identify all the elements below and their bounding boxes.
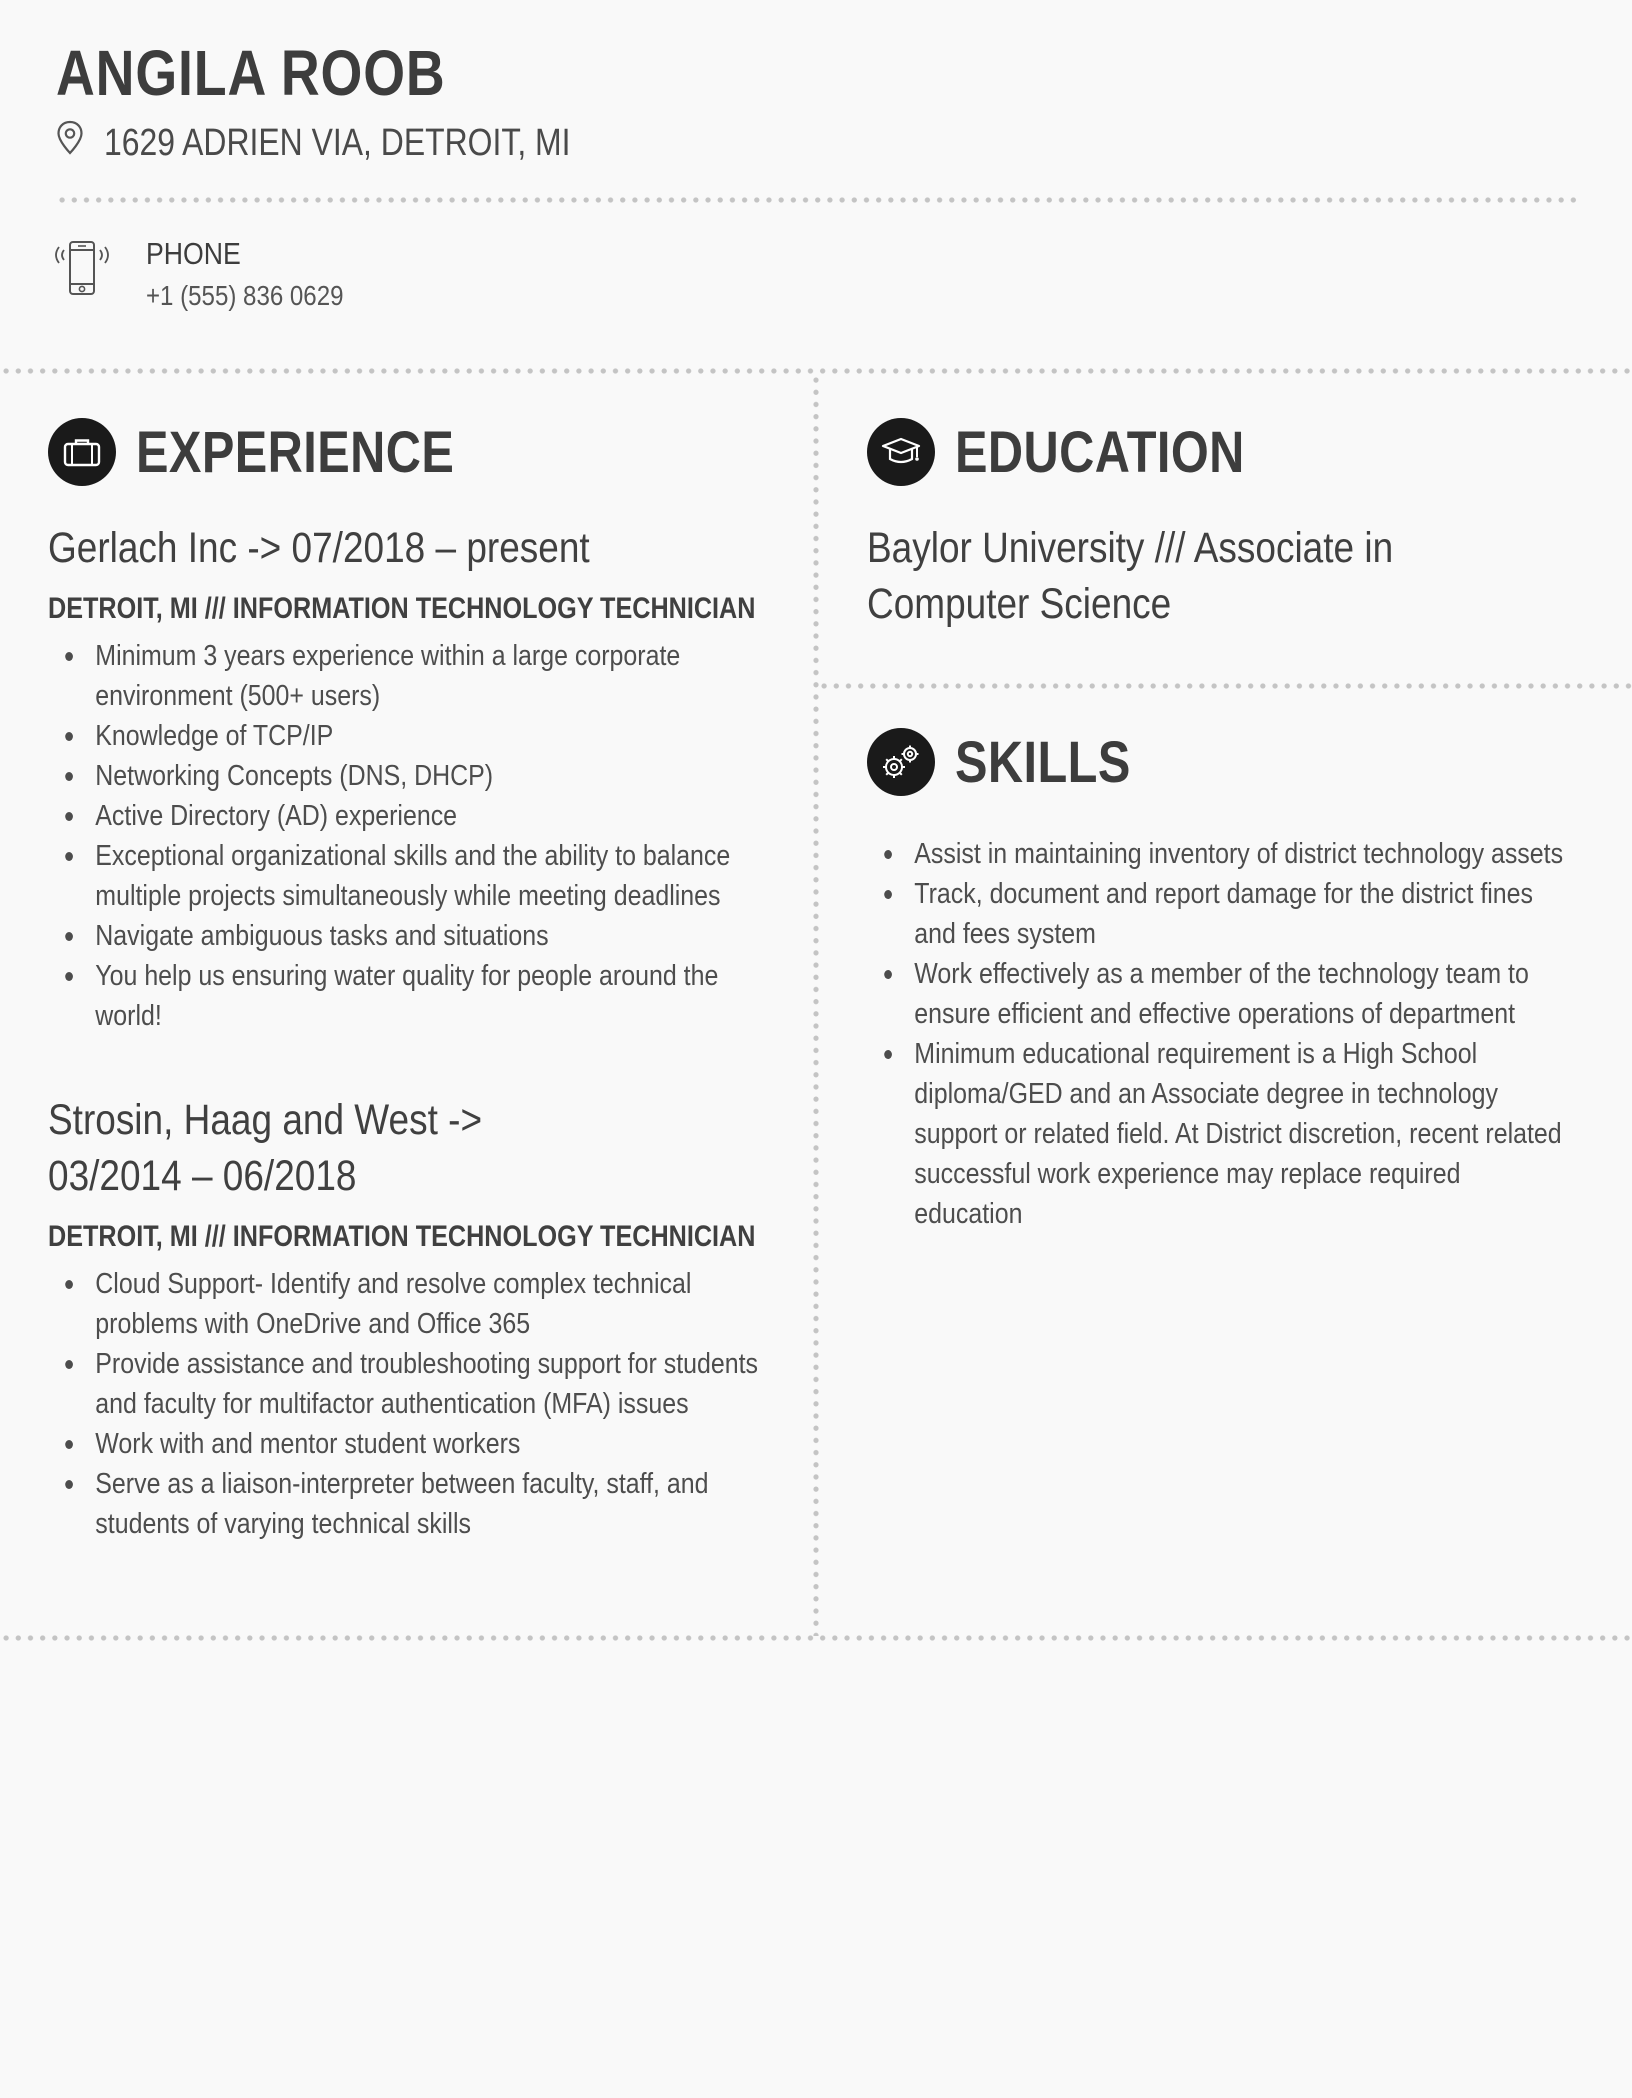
list-item: Exceptional organizational skills and the ability to balance multiple projects simultaneously while meeting deadlines bbox=[48, 836, 762, 916]
job-subheading: DETROIT, MI /// INFORMATION TECHNOLOGY TECHNICIAN bbox=[48, 592, 756, 625]
experience-title: EXPERIENCE bbox=[136, 419, 455, 485]
address-text: 1629 ADRIEN VIA, DETROIT, MI bbox=[104, 121, 571, 164]
list-item: Navigate ambiguous tasks and situations bbox=[48, 916, 762, 956]
job-bullets bbox=[48, 636, 762, 1036]
list-item: Serve as a liaison-interpreter between faculty, staff, and students of varying technical skills bbox=[48, 1464, 762, 1544]
list-item: Networking Concepts (DNS, DHCP) bbox=[48, 756, 762, 796]
list-item: Work effectively as a member of the technology team to ensure efficient and effective operations of department bbox=[867, 954, 1572, 1034]
list-item: Provide assistance and troubleshooting support for students and faculty for multifactor authentication (MFA) issues bbox=[48, 1344, 762, 1424]
mobile-phone-icon bbox=[54, 238, 110, 305]
list-item: Minimum 3 years experience within a large corporate environment (500+ users) bbox=[48, 636, 762, 716]
briefcase-icon bbox=[48, 418, 116, 486]
education-title: EDUCATION bbox=[955, 419, 1245, 485]
list-item: Track, document and report damage for the district fines and fees system bbox=[867, 874, 1572, 954]
experience-section bbox=[48, 418, 778, 1544]
list-item: Minimum educational requirement is a High School diploma/GED and an Associate degree in technology support or related field. At District discretion, recent related successful work experience may replace required education bbox=[867, 1034, 1572, 1234]
job-entry bbox=[48, 520, 778, 1036]
education-header bbox=[867, 418, 1587, 486]
phone-number: +1 (555) 836 0629 bbox=[146, 280, 344, 311]
phone-label: PHONE bbox=[146, 236, 241, 271]
job-subheading: DETROIT, MI /// INFORMATION TECHNOLOGY TECHNICIAN bbox=[48, 1220, 756, 1253]
education-entry: Baylor University /// Associate in Computer Science bbox=[867, 524, 1394, 628]
job-entry bbox=[48, 1092, 778, 1544]
candidate-name: ANGILA ROOB bbox=[56, 37, 446, 109]
job-heading: Gerlach Inc -> 07/2018 – present bbox=[48, 524, 590, 572]
phone-contact bbox=[54, 238, 376, 312]
section-divider-mid-right bbox=[818, 683, 1632, 689]
skills-section bbox=[867, 728, 1587, 1234]
list-item: You help us ensuring water quality for people around the world! bbox=[48, 956, 762, 1036]
header-divider bbox=[56, 197, 1578, 203]
gears-icon bbox=[867, 728, 935, 796]
job-heading: Strosin, Haag and West -> 03/2014 – 06/2018 bbox=[48, 1096, 483, 1200]
skills-title: SKILLS bbox=[955, 729, 1131, 795]
section-divider-bottom bbox=[0, 1635, 1632, 1641]
education-section bbox=[867, 418, 1587, 632]
job-bullets bbox=[48, 1264, 762, 1544]
graduation-cap-icon bbox=[867, 418, 935, 486]
column-divider bbox=[813, 374, 819, 1636]
skills-bullets bbox=[867, 834, 1572, 1234]
list-item: Assist in maintaining inventory of district technology assets bbox=[867, 834, 1572, 874]
list-item: Active Directory (AD) experience bbox=[48, 796, 762, 836]
experience-header bbox=[48, 418, 778, 486]
list-item: Knowledge of TCP/IP bbox=[48, 716, 762, 756]
list-item: Work with and mentor student workers bbox=[48, 1424, 762, 1464]
skills-header bbox=[867, 728, 1587, 796]
address bbox=[56, 120, 659, 166]
map-pin-icon bbox=[56, 120, 84, 166]
list-item: Cloud Support- Identify and resolve complex technical problems with OneDrive and Office 365 bbox=[48, 1264, 762, 1344]
